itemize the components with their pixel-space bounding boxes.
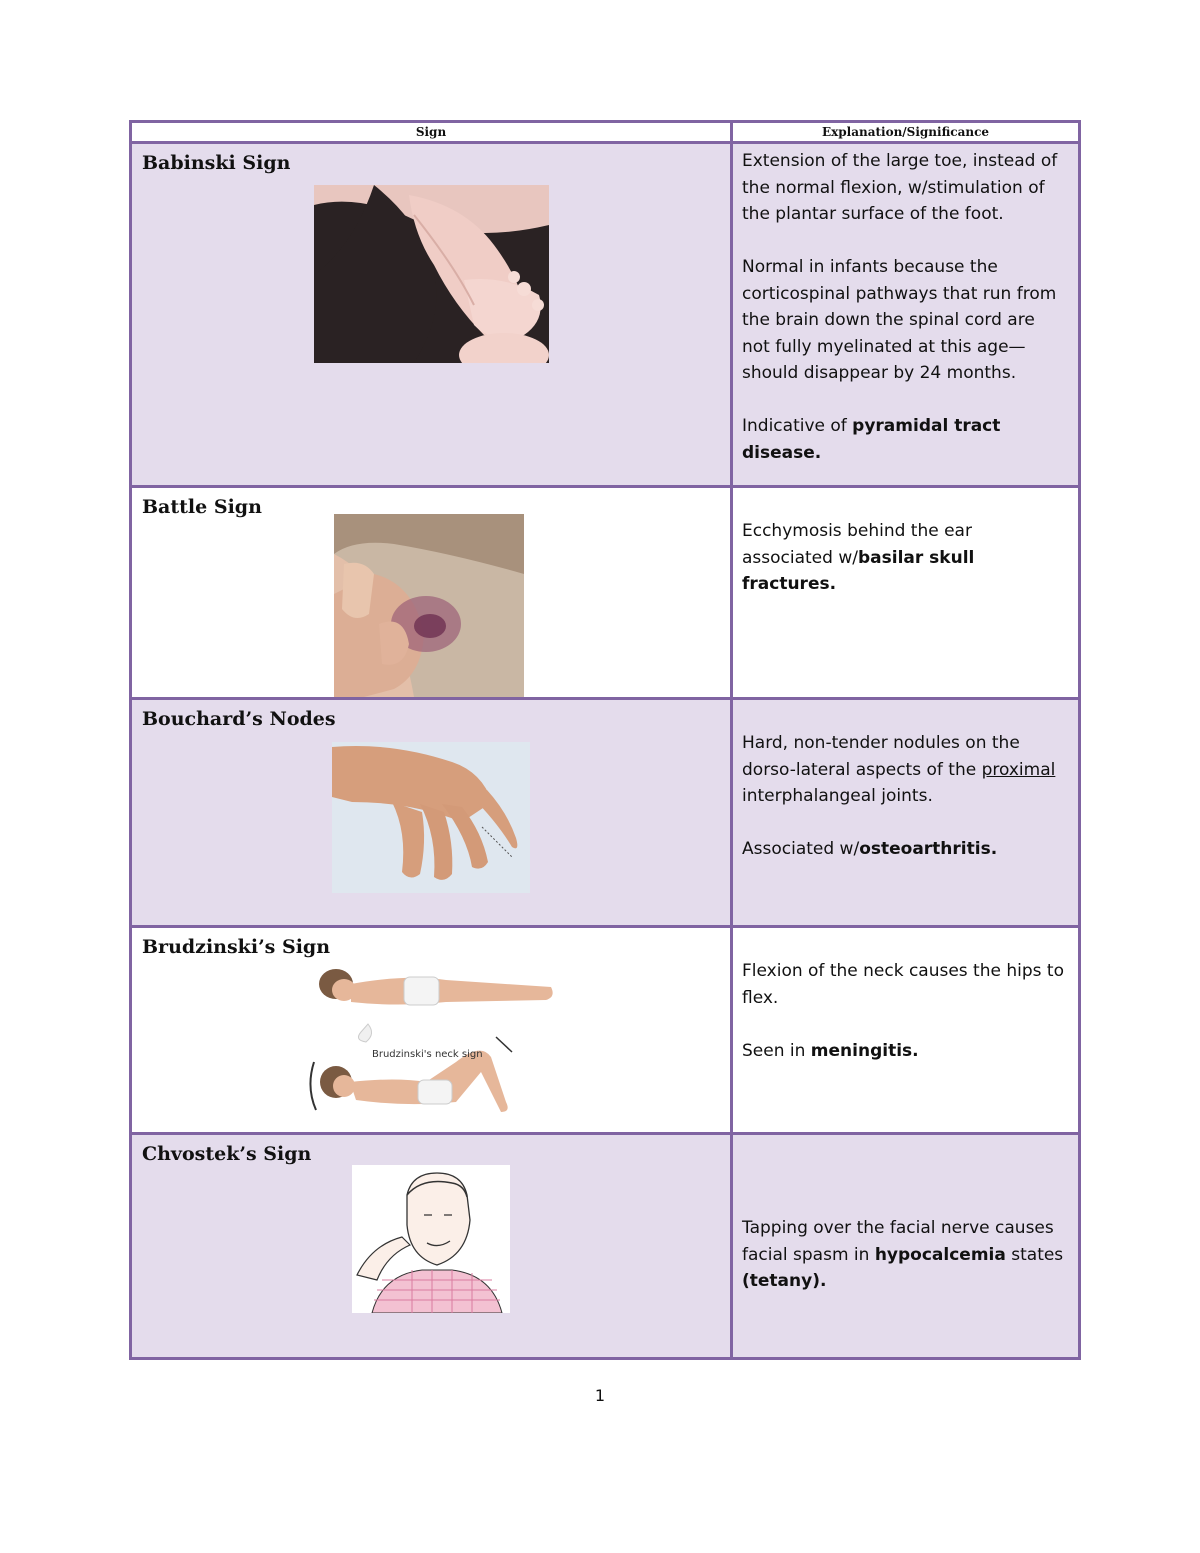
header-explanation: Explanation/Significance [732,122,1080,143]
sign-cell [131,1134,732,1359]
explanation-cell: Flexion of the neck causes the hips to flex. Seen in meningitis. [732,927,1080,1134]
facial-nerve-tap-illustration-icon [352,1165,510,1313]
clinical-signs-table [129,120,1081,1360]
sign-name: Battle Sign [142,496,262,518]
header-sign: Sign [131,122,732,143]
page-number: 1 [594,1386,606,1405]
table-header-row [131,122,1080,143]
ear-bruise-photo-icon [334,514,524,697]
table-row [131,699,1080,927]
table-row [131,487,1080,699]
explanation-cell: Tapping over the facial nerve causes facial spasm in hypocalcemia states (tetany). [732,1134,1080,1359]
child-neck-flexion-illustration-icon [306,962,556,1132]
table-row [131,1134,1080,1359]
sign-cell [131,699,732,927]
sign-cell [131,927,732,1134]
sign-name: Babinski Sign [142,152,291,174]
sign-cell [131,487,732,699]
sign-name: Brudzinski’s Sign [142,936,331,958]
figure-caption: Brudzinski's neck sign [372,1049,483,1060]
table-row [131,143,1080,487]
hand-nodes-photo-icon [332,742,530,893]
sign-cell [131,143,732,487]
explanation-cell: Extension of the large toe, instead of the normal flexion, w/stimulation of the plantar surface of the foot. Normal in infants because the corticospinal pathways that run from the brain down the spinal cord are not fully myelinated at this age—should disappear by 24 months. Indicative of pyramidal tract disease. [732,143,1080,487]
infant-foot-photo-icon [314,185,549,363]
table-row [131,927,1080,1134]
explanation-cell: Hard, non-tender nodules on the dorso-lateral aspects of the proximal interphalangeal joints. Associated w/osteoarthritis. [732,699,1080,927]
explanation-cell: Ecchymosis behind the ear associated w/basilar skull fractures. [732,487,1080,699]
sign-name: Bouchard’s Nodes [142,708,336,730]
sign-name: Chvostek’s Sign [142,1143,312,1165]
